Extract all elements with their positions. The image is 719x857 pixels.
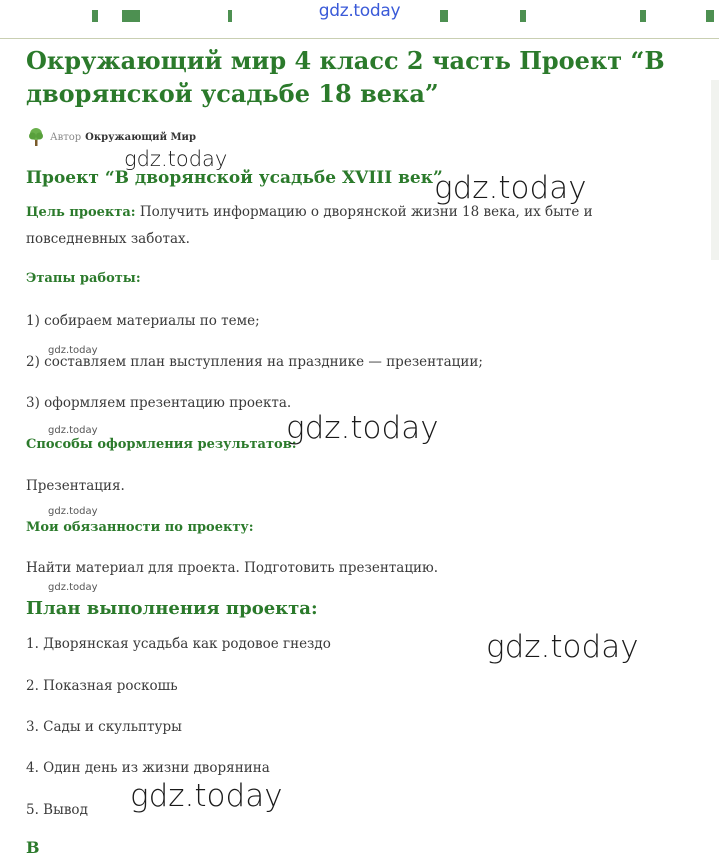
list-item: 2. Показная роскошь	[26, 678, 178, 694]
methods-label: Способы оформления результатов:	[26, 437, 297, 452]
goal-paragraph	[26, 199, 666, 252]
list-item: 5. Вывод	[26, 802, 88, 818]
cut-off-heading: В	[26, 838, 40, 857]
duties-text: Найти материал для проекта. Подготовить презентацию.	[26, 560, 439, 576]
duties-label: Мои обязанности по проекту:	[26, 520, 254, 535]
watermark: gdz.today	[48, 582, 98, 593]
goal-label: Цель проекта:	[26, 205, 136, 220]
top-navigation-bar	[0, 0, 719, 39]
list-item: 3) оформляем презентацию проекта.	[26, 395, 292, 411]
list-item: 4. Один день из жизни дворянина	[26, 760, 270, 776]
page-title: Окружающий мир 4 класс 2 часть Проект “В дворянской усадьбе 18 века”	[26, 46, 665, 108]
watermark: gdz.today	[48, 345, 98, 356]
duties-label-row	[26, 514, 666, 541]
list-item: 2) составляем план выступления на празднике — презентации;	[26, 354, 483, 370]
site-logo[interactable]: gdz.today	[318, 1, 401, 21]
author-byline	[26, 127, 196, 147]
project-heading: Проект “В дворянской усадьбе XVIII век”	[26, 168, 443, 188]
list-item: 3. Сады и скульптуры	[26, 719, 182, 735]
list-item: 1) собираем материалы по теме;	[26, 313, 260, 329]
tree-icon	[26, 127, 46, 147]
watermark: gdz.today	[130, 778, 283, 814]
methods-text: Презентация.	[26, 478, 125, 494]
watermark: gdz.today	[434, 170, 587, 206]
methods-label-row	[26, 431, 666, 458]
stages-label-row	[26, 265, 666, 292]
watermark: gdz.today	[486, 629, 639, 665]
author-prefix: Автор	[50, 131, 82, 143]
list-item: 1. Дворянская усадьба как родовое гнездо	[26, 636, 331, 652]
goal-text: Получить информацию о дворянской жизни 18 века, их быте и повседневных заботах.	[26, 204, 593, 247]
watermark: gdz.today	[124, 147, 228, 171]
watermark: gdz.today	[286, 410, 439, 446]
watermark: gdz.today	[48, 425, 98, 436]
author-name[interactable]: Окружающий Мир	[85, 131, 196, 143]
plan-heading: План выполнения проекта:	[26, 598, 318, 619]
right-sidebar-edge	[711, 80, 719, 260]
stages-label: Этапы работы:	[26, 271, 141, 286]
watermark: gdz.today	[48, 506, 98, 517]
